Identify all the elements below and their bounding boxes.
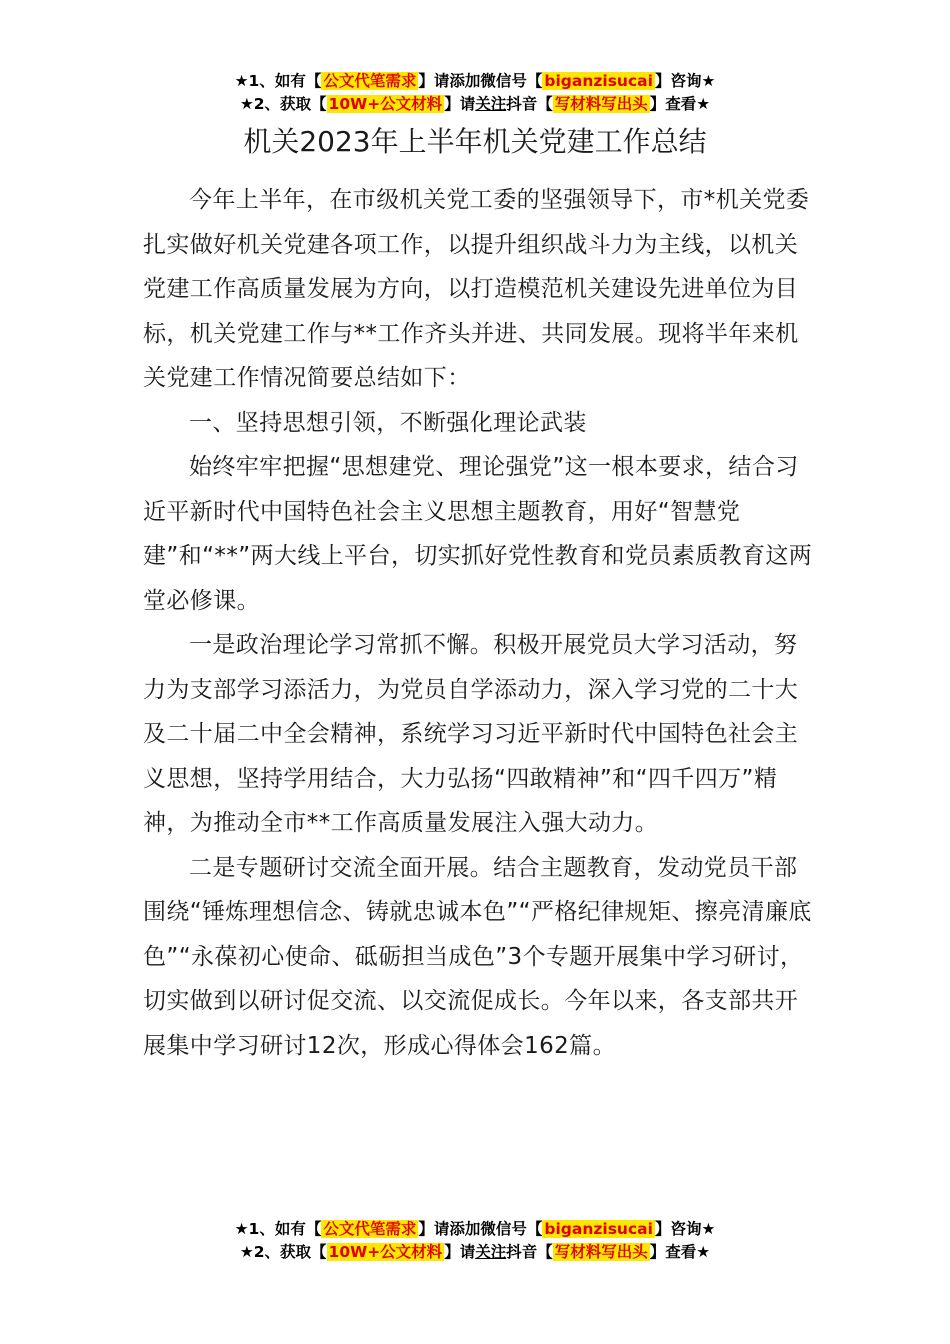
paragraph-section-1-overview: 始终牢牢把握“思想建党、理论强党”这一根本要求，结合习近平新时代中国特色社会主义思想主题教育，用好“智慧党建”和“**”两大线上平台，切实抓好党性教育和党员素质教育这两堂必修课。: [143, 454, 813, 614]
header-banner: [0, 70, 950, 116]
paragraph-thematic-seminar: 二是专题研讨交流全面开展。结合主题教育，发动党员干部围绕“锤炼理想信念、铸就忠诚本色”“严格纪律规矩、擦亮清廉底色”“永葆初心使命、砥砺担当成色”3个专题开展集中学习研讨，切实做到以研讨促交流、以交流促成长。今年以来，各支部共开展集中学习研讨12次，形成心得体会162篇。: [143, 854, 812, 1059]
section-heading-1: 一、坚持思想引领，不断强化理论武装: [189, 409, 587, 436]
highlight-douyin: 写材料写出头: [554, 1243, 648, 1261]
highlight-wechat-id: biganzisucai: [544, 1220, 653, 1238]
highlight-service: 公文代笔需求: [323, 1220, 417, 1238]
underlined-follow: 关注: [475, 1243, 507, 1261]
footer-banner: [0, 1218, 950, 1264]
banner-line-2: ★2、获取【 10W+公文材料 】请关注抖音【 写材料写出头 】查看★: [239, 1243, 711, 1261]
banner-line-1: ★1、如有【 公文代笔需求 】请添加微信号【 biganzisucai 】咨询★: [234, 72, 716, 90]
document-body: [143, 178, 815, 1068]
banner-line-1: ★1、如有【 公文代笔需求 】请添加微信号【 biganzisucai 】咨询★: [234, 1220, 716, 1238]
highlight-materials: 10W+公文材料: [328, 1243, 443, 1261]
document-title: 机关2023年上半年机关党建工作总结: [243, 125, 707, 158]
underlined-follow: 关注: [475, 95, 507, 113]
highlight-wechat-id: biganzisucai: [544, 72, 653, 90]
highlight-service: 公文代笔需求: [323, 72, 417, 90]
highlight-douyin: 写材料写出头: [554, 95, 648, 113]
highlight-materials: 10W+公文材料: [328, 95, 443, 113]
paragraph-intro: 今年上半年，在市级机关党工委的坚强领导下，市*机关党委扎实做好机关党建各项工作，以提升组织战斗力为主线，以机关党建工作高质量发展为方向，以打造模范机关建设先进单位为目标，机关党建工作与**工作齐头并进、共同发展。现将半年来机关党建工作情况简要总结如下：: [143, 187, 810, 391]
paragraph-political-study: 一是政治理论学习常抓不懈。积极开展党员大学习活动，努力为支部学习添活力，为党员自学添动力，深入学习党的二十大及二十届二中全会精神，系统学习习近平新时代中国特色社会主义思想，坚持学用结合，大力弘扬“四敢精神”和“四千四万”精神，为推动全市**工作高质量发展注入强大动力。: [143, 632, 799, 836]
banner-line-2: ★2、获取【 10W+公文材料 】请关注抖音【 写材料写出头 】查看★: [239, 95, 711, 113]
